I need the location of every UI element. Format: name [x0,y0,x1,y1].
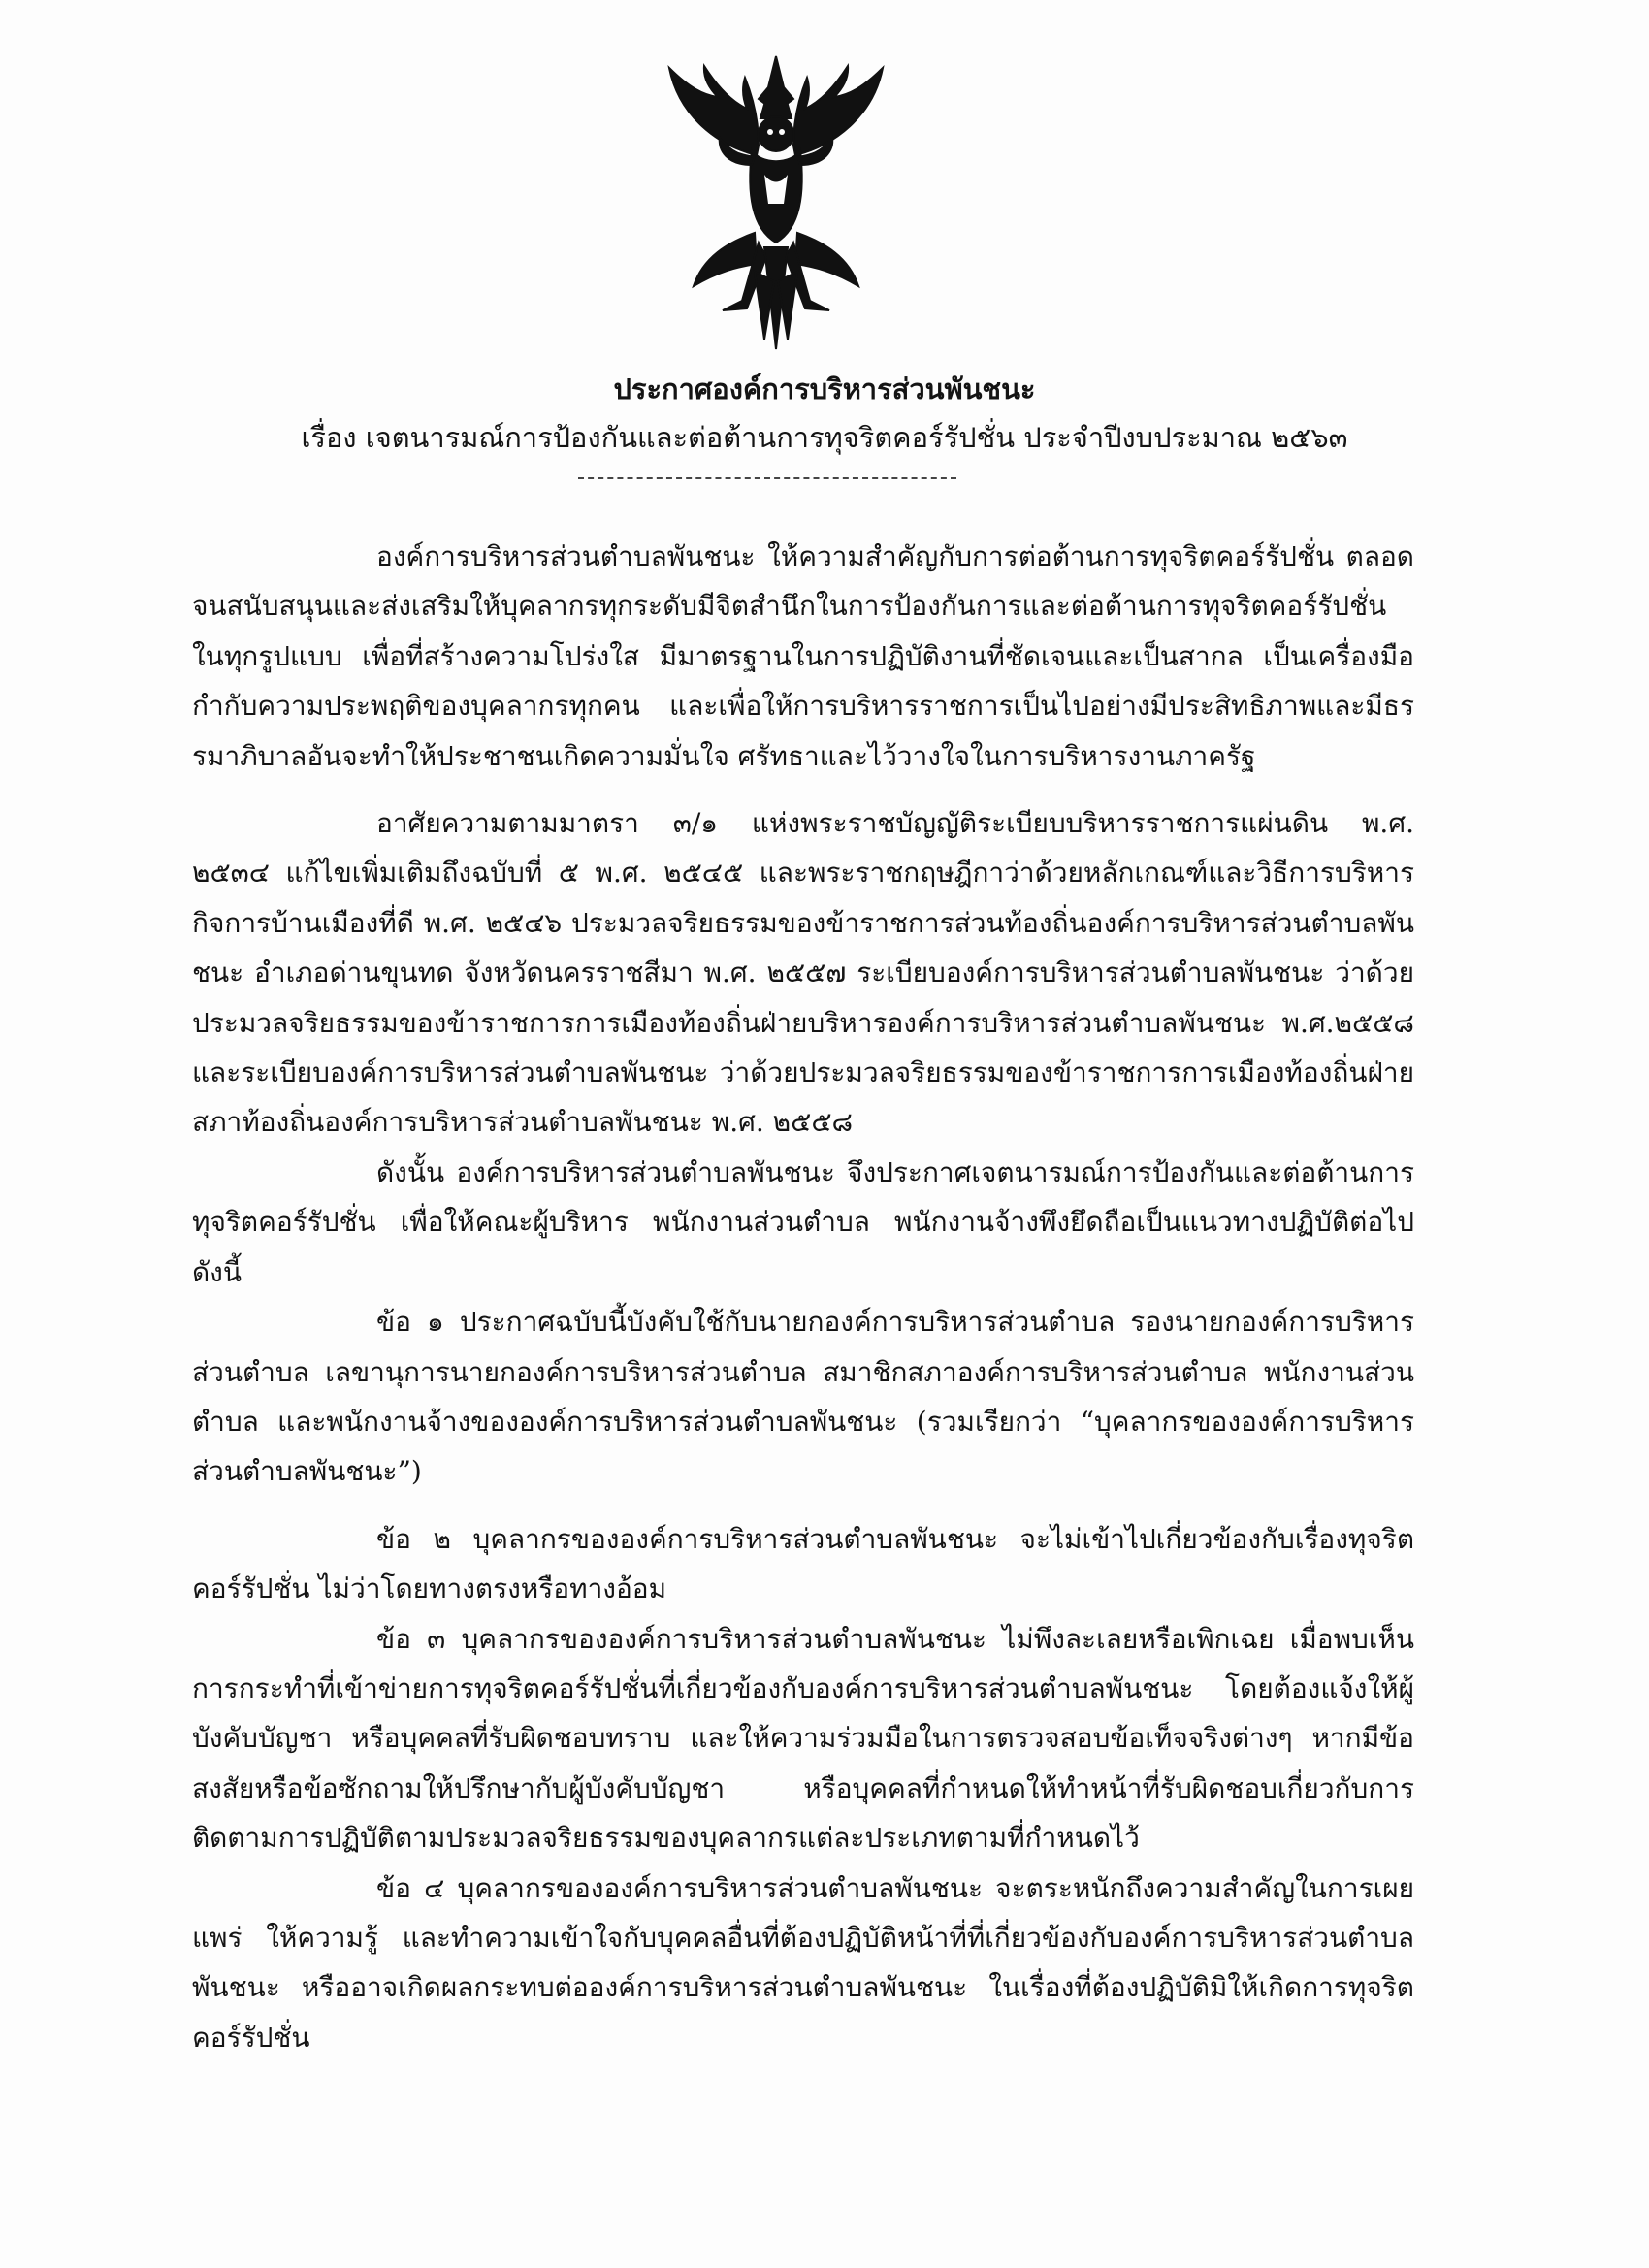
announcement-subject: เรื่อง เจตนารมณ์การป้องกันและต่อต้านการทุจริตคอร์รัปชั่น ประจำปีงบประมาณ ๒๕๖๓ [301,421,1348,454]
announcement-title: ประกาศองค์การบริหารส่วนพันชนะ [613,373,1036,405]
paragraph-declaration: ดังนั้น องค์การบริหารส่วนตำบลพันชนะ จึงประกาศเจตนารมณ์การป้องกันและต่อต้านการทุจริตคอร์รัปชั่น เพื่อให้คณะผู้บริหาร พนักงานส่วนตำบล พนักงานจ้างพึงยึดถือเป็นแนวทางปฏิบัติต่อไป ดังนี้ [192,1155,1414,1288]
paragraph-intro: องค์การบริหารส่วนตำบลพันชนะ ให้ความสำคัญกับการต่อต้านการทุจริตคอร์รัปชั่น ตลอดจนสนับสนุนและส่งเสริมให้บุคลากรทุกระดับมีจิตสำนึกในการป้องกันการและต่อต้านการทุจริตคอร์รัปชั่นในทุกรูปแบบ เพื่อที่สร้างความโปร่งใส มีมาตรฐานในการปฏิบัติงานที่ชัดเจนและเป็นสากล เป็นเครื่องมือกำกับความประพฤติของบุคลากรทุกคน และเพื่อให้การบริหารราชการเป็นไปอย่างมีประสิทธิภาพและมีธรรมาภิบาลอันจะทำให้ประชาชนเกิดความมั่นใจ ศรัทธาและไว้วางใจในการบริหารงานภาครัฐ [192,540,1414,772]
paragraph-legal-basis: อาศัยความตามมาตรา ๓/๑ แห่งพระราชบัญญัติระเบียบบริหารราชการแผ่นดิน พ.ศ. ๒๕๓๔ แก้ไขเพิ่มเติมถึงฉบับที่ ๕ พ.ศ. ๒๕๔๕ และพระราชกฤษฎีกาว่าด้วยหลักเกณฑ์และวิธีการบริหารกิจการบ้านเมืองที่ดี พ.ศ. ๒๕๔๖ ประมวลจริยธรรมของข้าราชการส่วนท้องถิ่นองค์การบริหารส่วนตำบลพันชนะ อำเภอด่านขุนทด จังหวัดนครราชสีมา พ.ศ. ๒๕๕๗ ระเบียบองค์การบริหารส่วนตำบลพันชนะ ว่าด้วยประมวลจริยธรรมของข้าราชการการเมืองท้องถิ่นฝ่ายบริหารองค์การบริหารส่วนตำบลพันชนะ พ.ศ.๒๕๕๘ และระเบียบองค์การบริหารส่วนตำบลพันชนะ ว่าด้วยประมวลจริยธรรมของข้าราชการการเมืองท้องถิ่นฝ่ายสภาท้องถิ่นองค์การบริหารส่วนตำบลพันชนะ พ.ศ. ๒๕๕๘ [192,807,1414,1139]
garuda-emblem-icon [650,49,902,369]
paragraph-clause-2: ข้อ ๒ บุคลากรขององค์การบริหารส่วนตำบลพันชนะ จะไม่เข้าไปเกี่ยวข้องกับเรื่องทุจริตคอร์รัปชั่น ไม่ว่าโดยทางตรงหรือทางอ้อม [192,1522,1414,1605]
paragraph-clause-4: ข้อ ๔ บุคลากรขององค์การบริหารส่วนตำบลพันชนะ จะตระหนักถึงความสำคัญในการเผยแพร่ ให้ความรู้ และทำความเข้าใจกับบุคคลอื่นที่ต้องปฏิบัติหน้าที่ที่เกี่ยวข้องกับองค์การบริหารส่วนตำบลพันชนะ หรืออาจเกิดผลกระทบต่อองค์การบริหารส่วนตำบลพันชนะ ในเรื่องที่ต้องปฏิบัติมิให้เกิดการทุจริตคอร์รัปชั่น [192,1871,1414,2054]
paragraph-clause-3: ข้อ ๓ บุคลากรขององค์การบริหารส่วนตำบลพันชนะ ไม่พึงละเลยหรือเพิกเฉย เมื่อพบเห็นการกระทำที่เข้าข่ายการทุจริตคอร์รัปชั่นที่เกี่ยวข้องกับองค์การบริหารส่วนตำบลพันชนะ โดยต้องแจ้งให้ผู้บังคับบัญชา หรือบุคคลที่รับผิดชอบทราบ และให้ความร่วมมือในการตรวจสอบข้อเท็จจริงต่างๆ หากมีข้อสงสัยหรือข้อซักถามให้ปรึกษากับผู้บังคับบัญชา หรือบุคคลที่กำหนดให้ทำหน้าที่รับผิดชอบเกี่ยวกับการติดตามการปฏิบัติตามประมวลจริยธรรมของบุคลากรแต่ละประเภทตามที่กำหนดไว้ [192,1622,1414,1855]
paragraph-clause-1: ข้อ ๑ ประกาศฉบับนี้บังคับใช้กับนายกองค์การบริหารส่วนตำบล รองนายกองค์การบริหารส่วนตำบล เลขานุการนายกองค์การบริหารส่วนตำบล สมาชิกสภาองค์การบริหารส่วนตำบล พนักงานส่วนตำบล และพนักงานจ้างขององค์การบริหารส่วนตำบลพันชนะ (รวมเรียกว่า “บุคลากรขององค์การบริหารส่วนตำบลพันชนะ”) [192,1306,1414,1488]
announcement-body [192,532,1414,2062]
title-divider [578,477,956,479]
